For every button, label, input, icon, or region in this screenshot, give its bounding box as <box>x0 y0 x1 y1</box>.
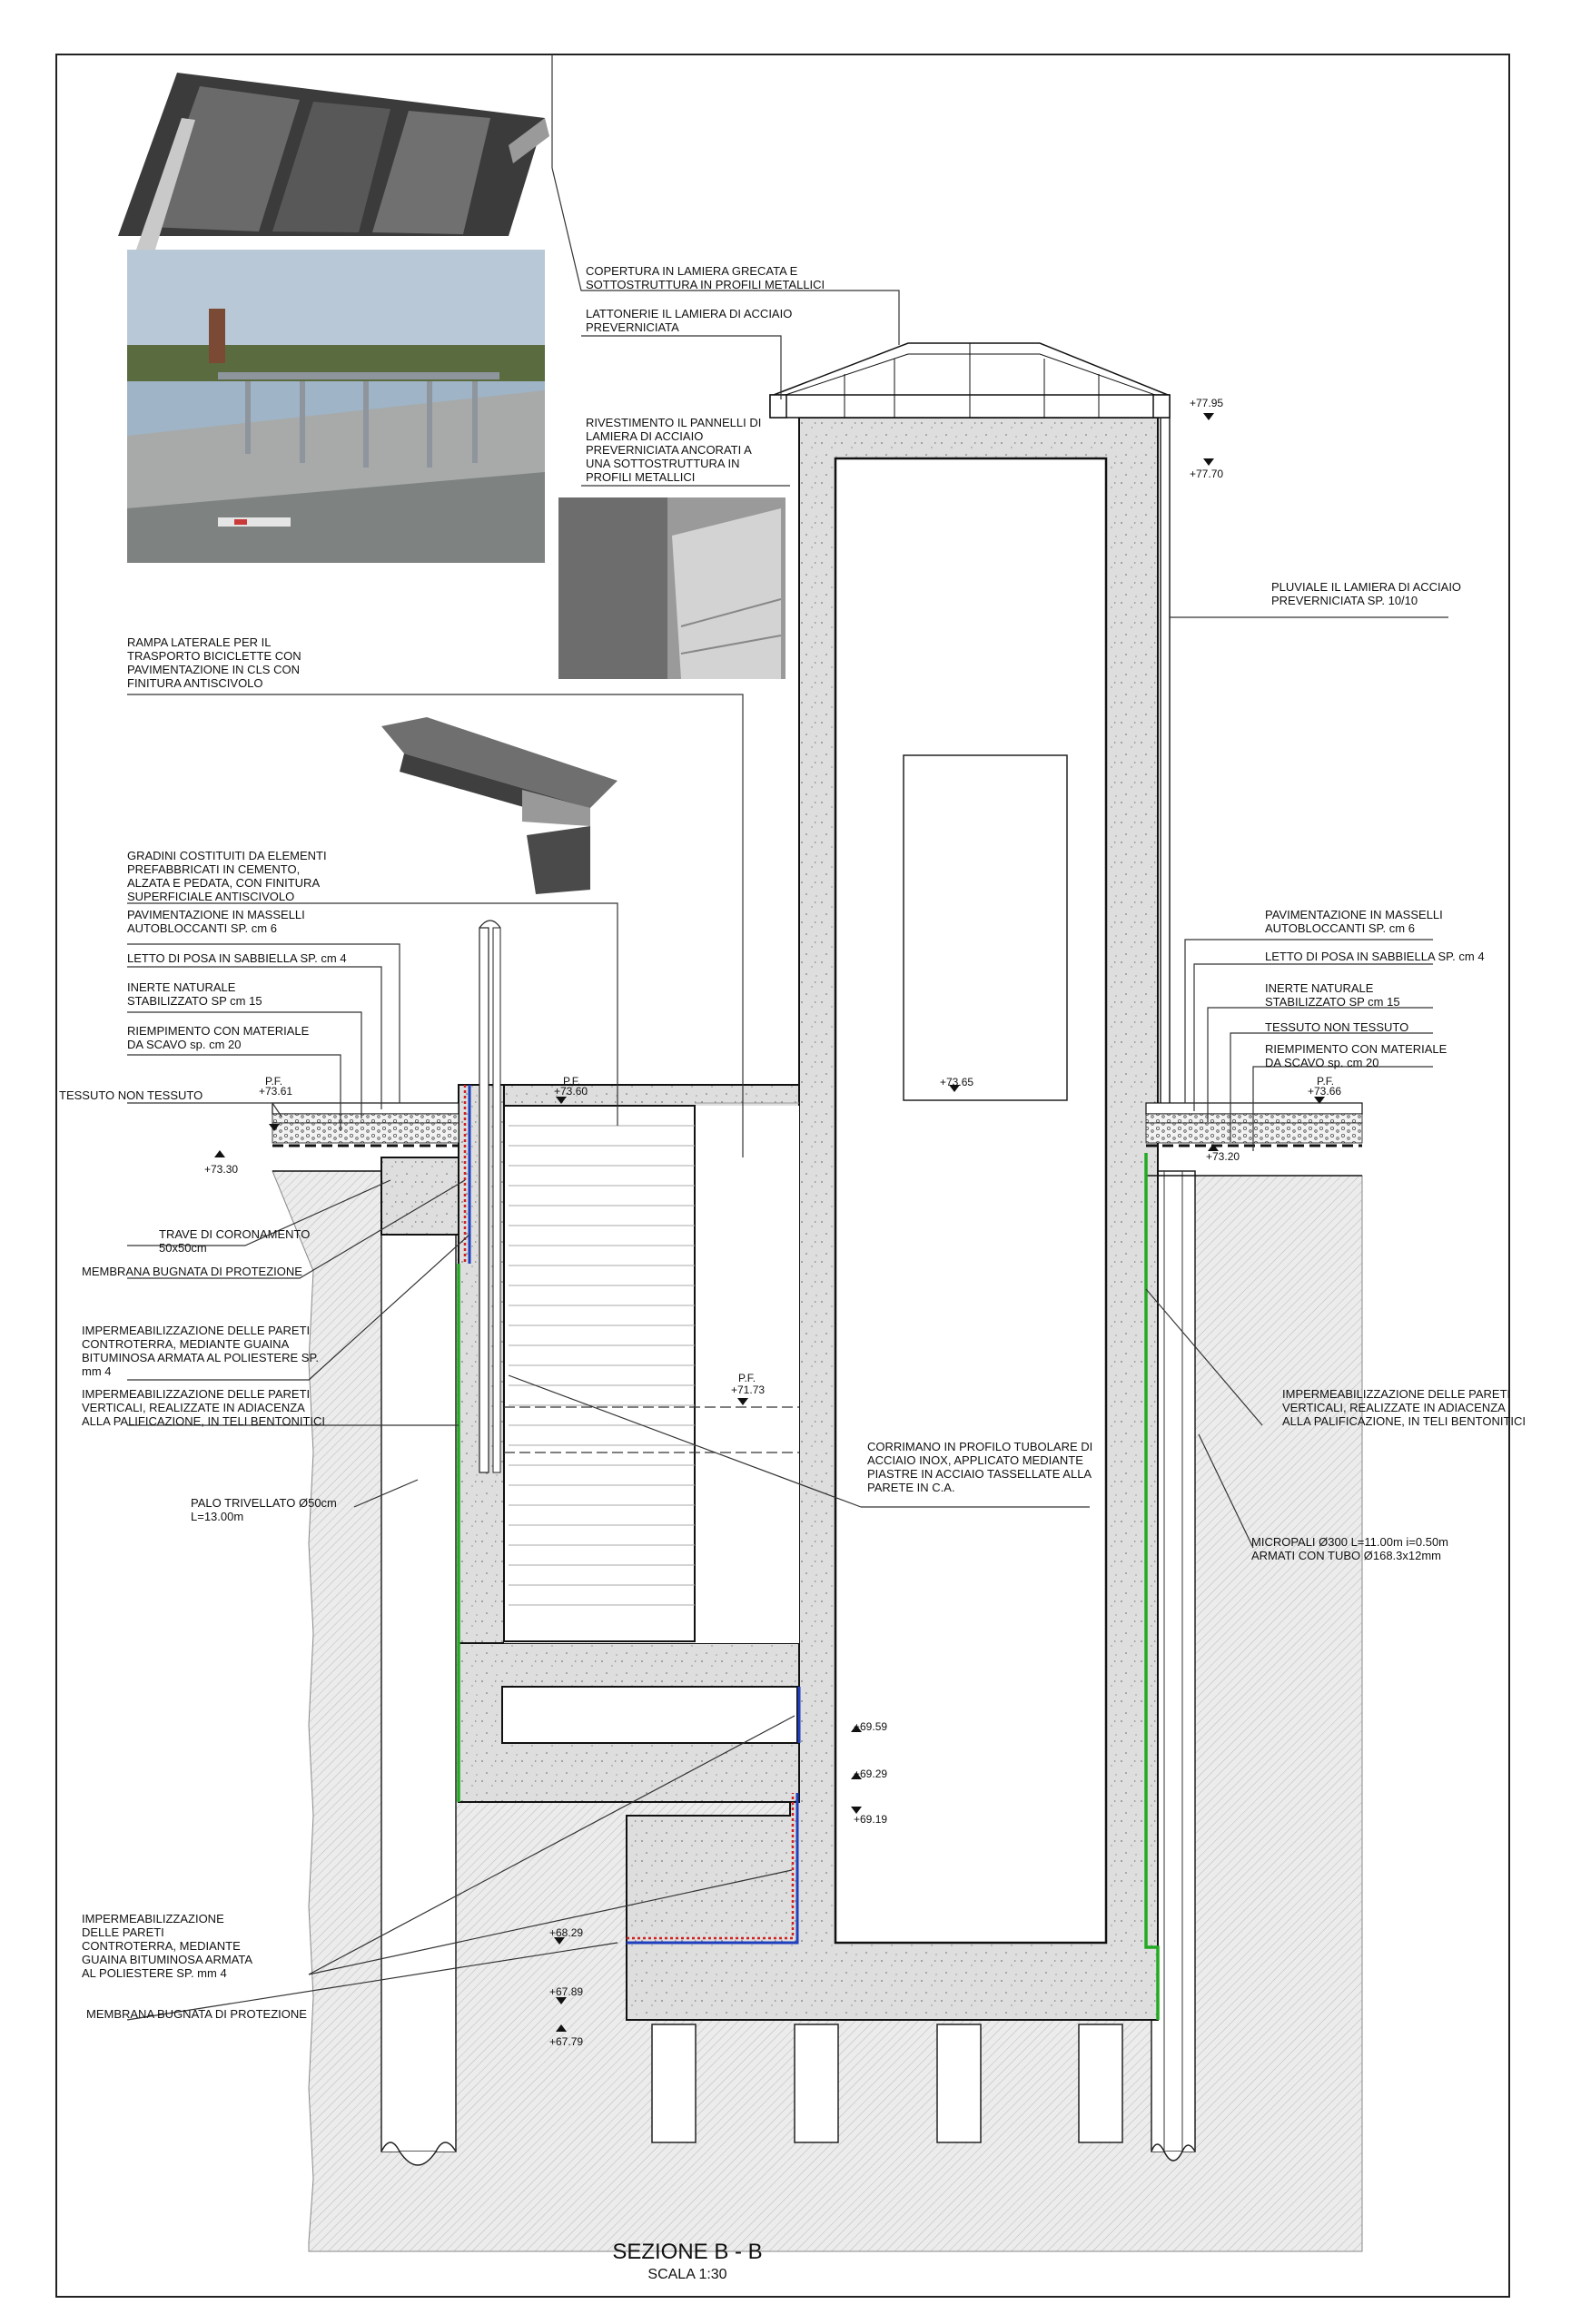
drawing-scale: SCALA 1:30 <box>647 2267 727 2282</box>
label-line: UNA SOTTOSTRUTTURA IN <box>586 457 740 470</box>
elev-7361: +73.61 <box>259 1085 293 1098</box>
label-line: L=13.00m <box>191 1510 244 1523</box>
label-line: RIVESTIMENTO IL PANNELLI DI <box>586 416 762 429</box>
ground-layers-right <box>1146 1103 1362 1176</box>
elev-7173: +71.73 <box>731 1384 766 1396</box>
label-copertura <box>586 264 825 291</box>
site-photo <box>127 250 545 563</box>
label-line: COPERTURA IN LAMIERA GRECATA E <box>586 264 798 278</box>
label-membrana1 <box>82 1265 302 1278</box>
label-line: LETTO DI POSA IN SABBIELLA SP. cm 4 <box>127 951 347 965</box>
label-impermeab-bent-right <box>1282 1387 1526 1428</box>
label-line: AUTOBLOCCANTI SP. cm 6 <box>1265 921 1415 935</box>
label-line: RIEMPIMENTO CON MATERIALE <box>1265 1042 1447 1056</box>
elev-7365: +73.65 <box>940 1076 974 1088</box>
label-line: PREFABBRICATI IN CEMENTO, <box>127 862 301 876</box>
label-line: PREVERNICIATA <box>586 320 679 334</box>
elev-7770: +77.70 <box>1190 468 1224 480</box>
label-line: PAVIMENTAZIONE IN MASSELLI <box>1265 908 1443 921</box>
label-line: RAMPA LATERALE PER IL <box>127 635 272 649</box>
label-line: ALLA PALIFICAZIONE, IN TELI BENTONITICI <box>1282 1414 1527 1428</box>
label-line: DELLE PARETI <box>82 1925 164 1939</box>
label-line: IMPERMEABILIZZAZIONE DELLE PARETI <box>1282 1387 1511 1401</box>
elev-6829: +68.29 <box>549 1926 584 1939</box>
label-line: MEMBRANA BUGNATA DI PROTEZIONE <box>86 2007 307 2021</box>
label-line: ARMATI CON TUBO Ø168.3x12mm <box>1251 1549 1442 1562</box>
label-line: ACCIAIO INOX, APPLICATO MEDIANTE <box>867 1453 1083 1467</box>
elev-7330: +73.30 <box>204 1163 239 1176</box>
cladding-photo <box>558 497 786 679</box>
label-micropali <box>1251 1535 1448 1562</box>
label-line: LETTO DI POSA IN SABBIELLA SP. cm 4 <box>1265 950 1485 963</box>
label-line: PREVERNICIATA SP. 10/10 <box>1271 594 1418 607</box>
elev-7360: +73.60 <box>554 1085 588 1098</box>
label-line: ALLA PALIFICAZIONE, IN TELI BENTONITICI <box>82 1414 326 1428</box>
elev-6959: +69.59 <box>854 1720 888 1733</box>
label-line: PAVIMENTAZIONE IN MASSELLI <box>127 908 305 921</box>
label-line: STABILIZZATO SP cm 15 <box>127 994 262 1008</box>
label-impermeab-bent-left <box>82 1387 325 1428</box>
label-line: RIEMPIMENTO CON MATERIALE <box>127 1024 310 1038</box>
label-membrana2 <box>86 2007 307 2021</box>
label-rivestimento <box>586 416 761 484</box>
label-line: DA SCAVO sp. cm 20 <box>1265 1056 1379 1069</box>
elev-6789: +67.89 <box>549 1985 584 1998</box>
bored-pile-left <box>381 1171 456 2165</box>
label-trave <box>159 1227 310 1255</box>
label-line: INERTE NATURALE <box>127 980 236 994</box>
elev-pf-1: P.F. <box>738 1372 756 1384</box>
label-line: FINITURA ANTISCIVOLO <box>127 676 263 690</box>
label-letto-left <box>127 951 347 965</box>
elev-pf-right: P.F. <box>1317 1075 1335 1088</box>
label-line: ALZATA E PEDATA, CON FINITURA <box>127 876 321 890</box>
shaft-door-opening <box>904 755 1067 1100</box>
label-line: SUPERFICIALE ANTISCIVOLO <box>127 890 295 903</box>
label-line: IMPERMEABILIZZAZIONE <box>82 1912 224 1925</box>
label-riemp-left <box>127 1024 310 1051</box>
label-line: TESSUTO NON TESSUTO <box>59 1088 203 1102</box>
label-line: STABILIZZATO SP cm 15 <box>1265 995 1400 1009</box>
elev-pf-left: P.F. <box>265 1075 283 1088</box>
label-line: CORRIMANO IN PROFILO TUBOLARE DI <box>867 1440 1093 1453</box>
label-line: PARETE IN C.A. <box>867 1481 955 1494</box>
downpipe <box>1161 418 1170 1103</box>
step-element-photo <box>381 717 618 894</box>
label-line: TRAVE DI CORONAMENTO <box>159 1227 311 1241</box>
label-pav-right <box>1265 908 1443 935</box>
label-line: GUAINA BITUMINOSA ARMATA <box>82 1953 253 1966</box>
label-line: PREVERNICIATA ANCORATI A <box>586 443 752 457</box>
label-gradini <box>127 849 327 903</box>
label-tessuto-right <box>1265 1020 1408 1034</box>
label-line: BITUMINOSA ARMATA AL POLIESTERE SP. <box>82 1351 320 1364</box>
elev-pf-mid: P.F. <box>563 1075 581 1088</box>
label-pav-left <box>127 908 305 935</box>
elev-7795: +77.95 <box>1190 397 1224 409</box>
elev-6779: +67.79 <box>549 2035 584 2048</box>
elev-7320: +73.20 <box>1206 1150 1240 1163</box>
label-line: VERTICALI, REALIZZATE IN ADIACENZA <box>82 1401 305 1414</box>
label-line: PALO TRIVELLATO Ø50cm <box>191 1496 337 1510</box>
label-line: PROFILI METALLICI <box>586 470 696 484</box>
label-line: MICROPALI Ø300 L=11.00m i=0.50m <box>1251 1535 1449 1549</box>
label-line: AUTOBLOCCANTI SP. cm 6 <box>127 921 277 935</box>
label-line: PAVIMENTAZIONE IN CLS CON <box>127 663 300 676</box>
label-line: CONTROTERRA, MEDIANTE GUAINA <box>82 1337 290 1351</box>
label-line: TESSUTO NON TESSUTO <box>1265 1020 1409 1034</box>
label-rampa <box>127 635 301 690</box>
label-impermeab-guaina <box>82 1324 319 1378</box>
label-line: 50x50cm <box>159 1241 207 1255</box>
roof-canopy <box>770 343 1170 418</box>
label-line: SOTTOSTRUTTURA IN PROFILI METALLICI <box>586 278 825 291</box>
label-line: PIASTRE IN ACCIAIO TASSELLATE ALLA <box>867 1467 1092 1481</box>
label-line: mm 4 <box>82 1364 112 1378</box>
label-impermeab-bottom <box>82 1912 252 1980</box>
elev-6919: +69.19 <box>854 1813 888 1826</box>
label-line: DA SCAVO sp. cm 20 <box>127 1038 242 1051</box>
drawing-title: SEZIONE B - B <box>612 2240 763 2264</box>
label-line: IMPERMEABILIZZAZIONE DELLE PARETI <box>82 1387 311 1401</box>
elev-7366: +73.66 <box>1308 1085 1342 1098</box>
label-tessuto-left <box>59 1088 203 1102</box>
label-lattonerie <box>586 307 792 334</box>
label-line: PLUVIALE IL LAMIERA DI ACCIAIO <box>1271 580 1462 594</box>
label-line: AL POLIESTERE SP. mm 4 <box>82 1966 227 1980</box>
label-letto-right <box>1265 950 1485 963</box>
slab-opening <box>502 1687 797 1743</box>
label-inerte-right <box>1265 981 1400 1009</box>
label-line: GRADINI COSTITUITI DA ELEMENTI <box>127 849 327 862</box>
label-pluviale <box>1271 580 1461 607</box>
label-line: VERTICALI, REALIZZATE IN ADIACENZA <box>1282 1401 1506 1414</box>
label-line: LAMIERA DI ACCIAIO <box>586 429 704 443</box>
roof-panel-photo <box>118 73 549 252</box>
label-line: TRASPORTO BICICLETTE CON <box>127 649 301 663</box>
label-line: IMPERMEABILIZZAZIONE DELLE PARETI <box>82 1324 311 1337</box>
label-inerte-left <box>127 980 262 1008</box>
label-riemp-right <box>1265 1042 1447 1069</box>
label-line: CONTROTERRA, MEDIANTE <box>82 1939 241 1953</box>
label-line: INERTE NATURALE <box>1265 981 1374 995</box>
label-line: MEMBRANA BUGNATA DI PROTEZIONE <box>82 1265 302 1278</box>
elev-6929: +69.29 <box>854 1768 888 1780</box>
label-line: LATTONERIE IL LAMIERA DI ACCIAIO <box>586 307 793 320</box>
